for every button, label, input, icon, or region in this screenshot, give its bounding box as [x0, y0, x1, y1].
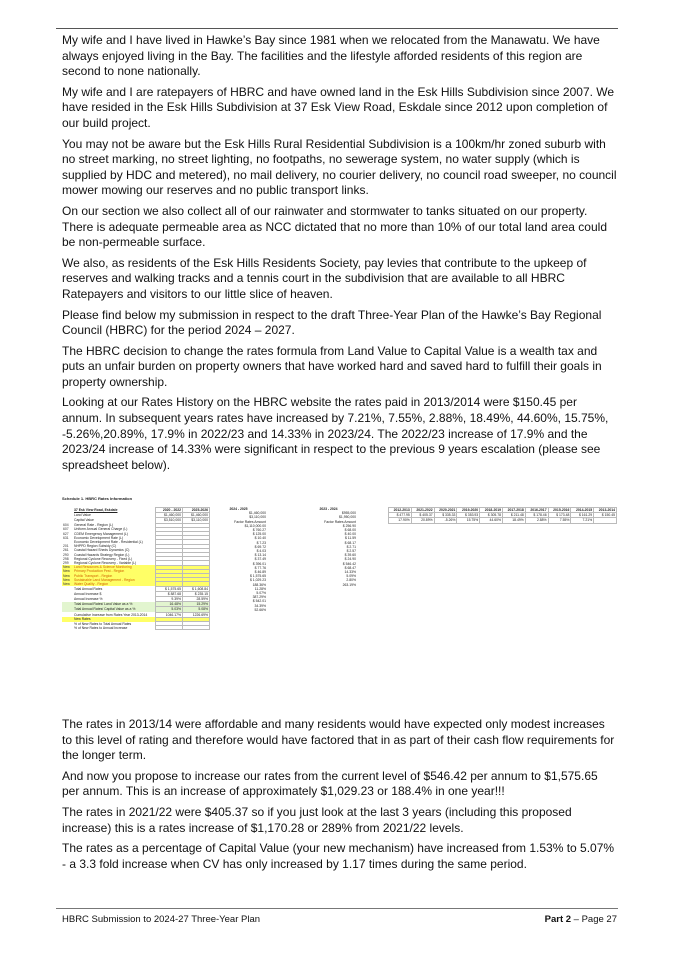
row-value: $1,460,000 — [156, 513, 183, 518]
cell-value: $ 2.57 — [346, 549, 356, 554]
cell-value: $ 2.71 — [346, 544, 356, 549]
row-code: New — [63, 565, 70, 570]
cell-value: $ 542.01 — [252, 599, 266, 604]
cell-value: $1,950,000 — [339, 515, 356, 520]
row-value: $ 1,608.84 — [183, 586, 210, 591]
history-cell: $ 211.48 — [502, 513, 525, 518]
row-label: Total Annual Rates/ Land Value as a % — [74, 602, 133, 607]
row-label: Land Resources & Science Monitoring — [74, 565, 132, 570]
cell-value: 11.28% — [254, 586, 266, 591]
cell-value: Factor Rates Amount — [324, 519, 356, 524]
row-code: New — [63, 573, 70, 578]
cell-value: 34.39% — [254, 603, 266, 608]
history-cell: -5.26% — [434, 518, 457, 523]
body-text-top — [62, 33, 617, 478]
mid2-header: 2023 - 2024 — [319, 507, 338, 511]
cell-value: $ 13.14 — [254, 553, 266, 558]
history-cell: 7.55% — [548, 518, 571, 523]
paragraph: My wife and I are ratepayers of HBRC and have owned land in the Esk Hills Subdivision since 2007. We have resided in the Esk Hills Subdivision at 37 Esk View Road, Eskdale since 2012 upon completion of our build project. — [62, 84, 615, 130]
row-value: 15.29% — [183, 602, 210, 607]
history-cell: 2.88% — [525, 518, 548, 523]
paragraph: The rates in 2021/22 were $405.37 so if you just look at the last 3 years (including this proposed increase) this is a rates increase of $1,170.28 or 289% from 2021/22 levels. — [62, 804, 572, 835]
row-code: 607 — [63, 527, 69, 532]
row-label: Coastal Hazards Strategy Region (L) — [74, 552, 130, 557]
row-value: 1226.69% — [183, 612, 210, 617]
row-label: Annual Increase % — [74, 597, 103, 602]
cell-value: $ 68.47 — [344, 565, 356, 570]
row-value: 5.08% — [183, 607, 210, 612]
rates-spreadsheet — [62, 497, 617, 705]
row-label: Land Value — [74, 513, 91, 518]
row-label: General Rate - Region (L) — [74, 523, 114, 528]
footer-page-number — [545, 914, 617, 925]
row-value: $ 887.68 — [156, 591, 183, 596]
top-rule — [56, 28, 618, 29]
paragraph: The rates as a percentage of Capital Value (your new mechanism) have increased from 1.53% to 5.07% - a 3.3 fold increase when CV has only increased by 1.17 times during the same period. — [62, 841, 615, 871]
row-value: $ 1,575.65 — [156, 586, 183, 591]
history-cell: 15.75% — [457, 518, 480, 523]
history-cell: 2014-2015 — [571, 508, 594, 513]
history-cell: $ 477.95 — [389, 513, 412, 518]
history-cell: $ 335.33 — [434, 513, 457, 518]
cell-value: $ 24.90 — [344, 557, 356, 562]
history-cell: $ 405.37 — [411, 513, 434, 518]
row-label: Capital Value — [74, 518, 94, 523]
history-cell: 18.49% — [502, 518, 525, 523]
cell-value: $ 7.23 — [256, 540, 266, 545]
history-cell: 2018-2019 — [480, 508, 503, 513]
cell-value: 2.80% — [346, 578, 356, 583]
row-value — [183, 626, 210, 630]
cell-value: $1,460,000 — [249, 511, 266, 516]
paragraph: You may not be aware but the Esk Hills Rural Residential Subdivision is a 100km/hr zoned suburb with no street marking, no street lighting, no footpaths, no sewerage system, no water supply (which is supplied by HDC and metered), no mail delivery, no courier delivery, no council road sweeper, no council mower mowing our reserves and no public transport links. — [62, 136, 617, 198]
row-label: Total Annual Rates — [74, 586, 103, 591]
row-label: Annual Increase $ — [74, 591, 102, 596]
row-label: Coastal Hazard Sheds Dynamics (C) — [74, 548, 130, 553]
spreadsheet-row — [210, 608, 267, 612]
spreadsheet-caption: Schedule 1. HBRC Rates Information — [62, 496, 133, 501]
row-code: New — [63, 577, 70, 582]
paragraph: Please find below my submission in respect to the draft Three-Year Plan of the Hawke’s Bay Regional Council (HBRC) for the period 2024 – 2027. — [62, 307, 602, 338]
paragraph: The rates in 2013/14 were affordable and many residents would have expected only modest increases to this level of rating and therefore would have factored that in as part of their cash flow requirements for the longer term. — [62, 717, 615, 763]
row-label: % of New Rates to Annual Increase — [74, 625, 128, 630]
history-cell — [594, 518, 617, 523]
row-label: Public Transport - Region — [74, 573, 113, 578]
row-label: Economic Development Rate - Residential (L) — [74, 539, 143, 544]
row-label: New Rates — [74, 617, 91, 622]
cell-value: $ 39.60 — [344, 553, 356, 558]
history-cell: $ 173.48 — [548, 513, 571, 518]
paragraph: And now you propose to increase our rates from the current level of $546.42 per annum to $1,575.65 per annum. This is an increase of approximately $1,029.23 or 188.4% in one year!!! — [62, 768, 598, 799]
row-label: CDEM Emergency Management (L) — [74, 531, 128, 536]
row-code: 631 — [63, 535, 69, 540]
year-header: 2025-2026 — [183, 508, 210, 513]
row-label: Sustainable Land Management - Region — [74, 577, 135, 582]
cell-value: $ 11.59 — [344, 536, 356, 541]
cell-value: $3,110,000 — [249, 515, 266, 520]
cell-value: 14.33% — [344, 570, 356, 575]
history-cell: 44.60% — [480, 518, 503, 523]
history-cell: 20.89% — [411, 518, 434, 523]
body-text-bottom — [62, 717, 617, 877]
history-cell: $ 178.46 — [525, 513, 548, 518]
mid-header: 2024 - 2025 — [229, 507, 248, 511]
history-cell: 2019-2020 — [457, 508, 480, 513]
address-label: 37 Esk View Road, Eskdale — [74, 508, 118, 512]
history-row — [389, 518, 617, 523]
cell-value: $ 125.00 — [252, 532, 266, 537]
cell-value: $ 69.72 — [254, 544, 266, 549]
cell-value: 263.19% — [342, 582, 356, 587]
cell-value: $ 546.42 — [342, 561, 356, 566]
cell-value: 5.07% — [256, 591, 266, 596]
cell-value: $ 10.40 — [254, 536, 266, 541]
spreadsheet-history-table — [388, 507, 617, 524]
row-label: Total Annual Rates/ Capital Value as a % — [74, 607, 136, 612]
cell-value: $ 46.89 — [254, 570, 266, 575]
row-value: 1046.17% — [156, 612, 183, 617]
cell-value: $ 37.49 — [254, 557, 266, 562]
history-cell: 2020-2021 — [434, 508, 457, 513]
row-label: Regional Cyclone Recovery - Variable (L) — [74, 560, 137, 565]
row-label: Water Quality - Region — [74, 581, 109, 586]
cell-value: $ 77.76 — [254, 565, 266, 570]
row-value — [156, 626, 183, 630]
history-cell: 7.21% — [571, 518, 594, 523]
cell-value: $ 4.03 — [256, 549, 266, 554]
row-label: Cumulative Increase from Rates Year 2013-2014 — [74, 612, 148, 617]
row-label: Primary Production Pest - Region — [74, 569, 125, 574]
row-label: Uniform Annual General Charge (L) — [74, 527, 128, 532]
history-cell: 17.90% — [389, 518, 412, 523]
cell-value: $ 396.01 — [252, 561, 266, 566]
row-code: New — [63, 581, 70, 586]
cell-value: $ 1,029.23 — [249, 578, 266, 583]
spreadsheet-row — [300, 583, 357, 587]
cell-value: $ 1,575.65 — [249, 574, 266, 579]
year-header: 2020 - 2022 — [156, 508, 183, 513]
history-cell: 2015-2016 — [548, 508, 571, 513]
spreadsheet-row — [62, 626, 210, 630]
cell-value: 5.09% — [346, 574, 356, 579]
row-code — [62, 626, 73, 630]
footer-part: Part 2 — [544, 914, 572, 925]
cell-value: $ 68.00 — [344, 528, 356, 533]
row-code: 261 — [63, 548, 69, 553]
history-cell: $ 353.93 — [457, 513, 480, 518]
history-cell: 2016-2017 — [525, 508, 548, 513]
row-label: Regional Cyclone Recovery - Fixed (L) — [74, 556, 133, 561]
page-footer — [62, 914, 617, 925]
footer-page: – Page 27 — [573, 914, 617, 925]
history-cell: 2013-2014 — [594, 508, 617, 513]
cell-value: 387.29% — [252, 595, 266, 600]
row-code: New — [63, 569, 70, 574]
row-code: 627 — [63, 531, 69, 536]
row-label: NHPPD Region Subsidy (C) — [74, 544, 117, 549]
row-value: 9.39% — [156, 597, 183, 602]
paragraph: My wife and I have lived in Hawke’s Bay since 1981 when we relocated from the Manawatu. We have always enjoyed living in the Bay. The facilities and the lifestyle afforded residents of this region are second to none nationally. — [62, 33, 600, 79]
row-value: $ 235.15 — [183, 591, 210, 596]
history-cell: $ 150.45 — [594, 513, 617, 518]
row-label: % of New Rates to Total Annual Rates — [74, 621, 132, 626]
row-code: 290 — [63, 552, 69, 557]
row-value: $3,110,000 — [183, 518, 210, 523]
cell-value: 188.36% — [252, 582, 266, 587]
paragraph: On our section we also collect all of our rainwater and stormwater to tanks situated on our property. There is adequate permeable area as NCC dictated that no more than 10% of our total land area could be non-permeable surface. — [62, 203, 607, 250]
cell-value: Factor Rates Amount — [234, 519, 266, 524]
spreadsheet-left-table — [62, 507, 210, 630]
cell-value: $ 40.00 — [344, 532, 356, 537]
cell-value: $1,110,000.00 — [244, 523, 266, 528]
row-label: Economic Development Rate (L) — [74, 535, 123, 540]
row-value: 28.59% — [183, 597, 210, 602]
row-value: $3,510,000 — [156, 518, 183, 523]
history-cell: 2012-2013 — [389, 508, 412, 513]
cell-value: $ 68.17 — [344, 540, 356, 545]
paragraph: We also, as residents of the Esk Hills Residents Society, pay levies that contribute to the upkeep of reserves and walking tracks and a tennis court in the subdivision that are available to all HBRC Ratepayers and visitors to our little slice of heaven. — [62, 255, 587, 301]
row-code: 299 — [63, 560, 69, 565]
spreadsheet-2023-column — [300, 507, 357, 587]
paragraph: Looking at our Rates History on the HBRC website the rates paid in 2013/2014 were $150.45 per annum. In subsequent years rates have increased by 7.21%, 7.55%, 2.88%, 18.49%, 44.60%, 15.75%, -5.26%,20.89%, 17.9% in 2022/23 and 14.33% in 2023/24. The 2022/23 increase of 17.9% and the 2023/24 increase of 14.33% were significant in respect to the previous 9 years escalation (please see spreadsheet below). — [62, 395, 609, 472]
row-code: 604 — [63, 523, 69, 528]
cell-value: $955,000 — [341, 511, 356, 516]
cell-value: $ 256.90 — [342, 523, 356, 528]
history-cell: 2021-2022 — [411, 508, 434, 513]
history-cell: $ 161.29 — [571, 513, 594, 518]
spreadsheet-2024-column — [210, 507, 267, 612]
history-cell: 2017-2018 — [502, 508, 525, 513]
footer-title: HBRC Submission to 2024-27 Three-Year Plan — [62, 914, 261, 925]
paragraph: The HBRC decision to change the rates formula from Land Value to Capital Value is a wealth tax and puts an unfair burden on property owners that have worked hard and saved hard to fulfill their goals in property ownership. — [62, 343, 602, 389]
row-value: $1,460,000 — [183, 513, 210, 518]
bottom-rule — [56, 908, 618, 909]
row-code: 298 — [63, 556, 69, 561]
history-cell: $ 305.78 — [480, 513, 503, 518]
cell-value: $ 760.27 — [252, 528, 266, 533]
row-value: 16.48% — [156, 602, 183, 607]
cell-value: 52.66% — [254, 607, 266, 612]
row-value: 5.03% — [156, 607, 183, 612]
row-code: 201 — [63, 544, 69, 549]
